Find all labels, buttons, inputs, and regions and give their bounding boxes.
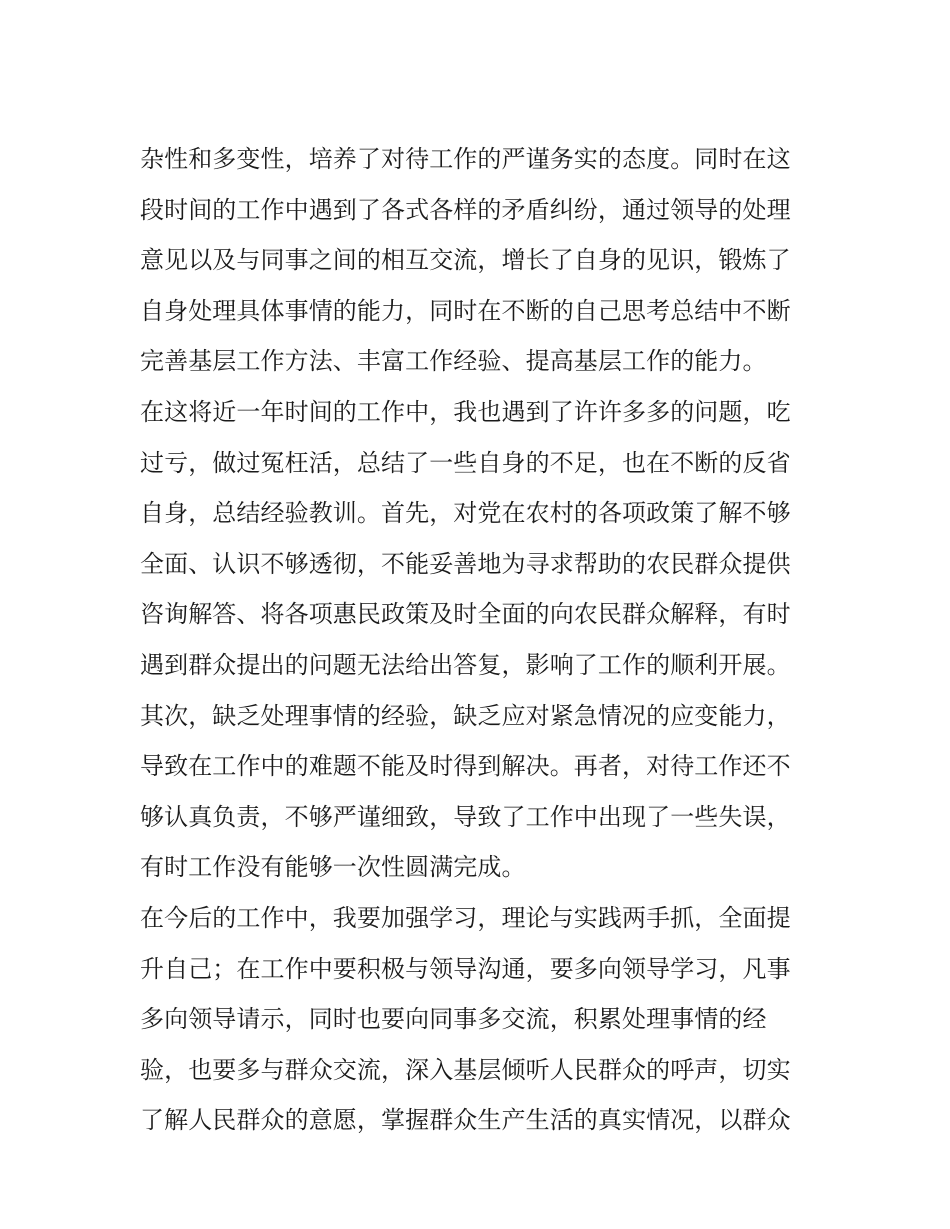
text-line: 多向领导请示，同时也要向同事多交流，积累处理事情的经 [140, 1005, 767, 1034]
text-line: 导致在工作中的难题不能及时得到解决。再者，对待工作还不 [140, 752, 791, 781]
text-line: 自身处理具体事情的能力，同时在不断的自己思考总结中不断 [140, 296, 791, 325]
text-line: 够认真负责，不够严谨细致，导致了工作中出现了一些失误， [140, 802, 791, 831]
text-line: 过亏，做过冤枉活，总结了一些自身的不足，也在不断的反省 [140, 448, 791, 477]
text-line: 在这将近一年时间的工作中，我也遇到了许许多多的问题，吃 [140, 397, 791, 426]
text-line: 其次，缺乏处理事情的经验，缺乏应对紧急情况的应变能力， [140, 701, 791, 730]
text-line: 了解人民群众的意愿，掌握群众生产生活的真实情况，以群众 [140, 1106, 791, 1135]
text-line: 全面、认识不够透彻，不能妥善地为寻求帮助的农民群众提供 [140, 549, 791, 578]
text-line: 有时工作没有能够一次性圆满完成。 [140, 853, 526, 882]
text-line: 意见以及与同事之间的相互交流，增长了自身的见识，锻炼了 [140, 246, 791, 275]
text-line: 咨询解答、将各项惠民政策及时全面的向农民群众解释，有时 [140, 600, 791, 629]
text-line: 升自己；在工作中要积极与领导沟通，要多向领导学习，凡事 [140, 954, 791, 983]
text-line: 自身，总结经验教训。首先，对党在农村的各项政策了解不够 [140, 499, 791, 528]
text-line: 杂性和多变性，培养了对待工作的严谨务实的态度。同时在这 [140, 145, 791, 173]
text-line: 段时间的工作中遇到了各式各样的矛盾纠纷，通过领导的处理 [140, 195, 791, 224]
document-body [140, 134, 820, 1146]
text-line: 完善基层工作方法、丰富工作经验、提高基层工作的能力。 [140, 347, 767, 376]
text-line: 在今后的工作中，我要加强学习，理论与实践两手抓，全面提 [140, 903, 791, 932]
text-line: 验，也要多与群众交流，深入基层倾听人民群众的呼声，切实 [140, 1055, 791, 1084]
text-line: 遇到群众提出的问题无法给出答复，影响了工作的顺利开展。 [140, 650, 791, 679]
